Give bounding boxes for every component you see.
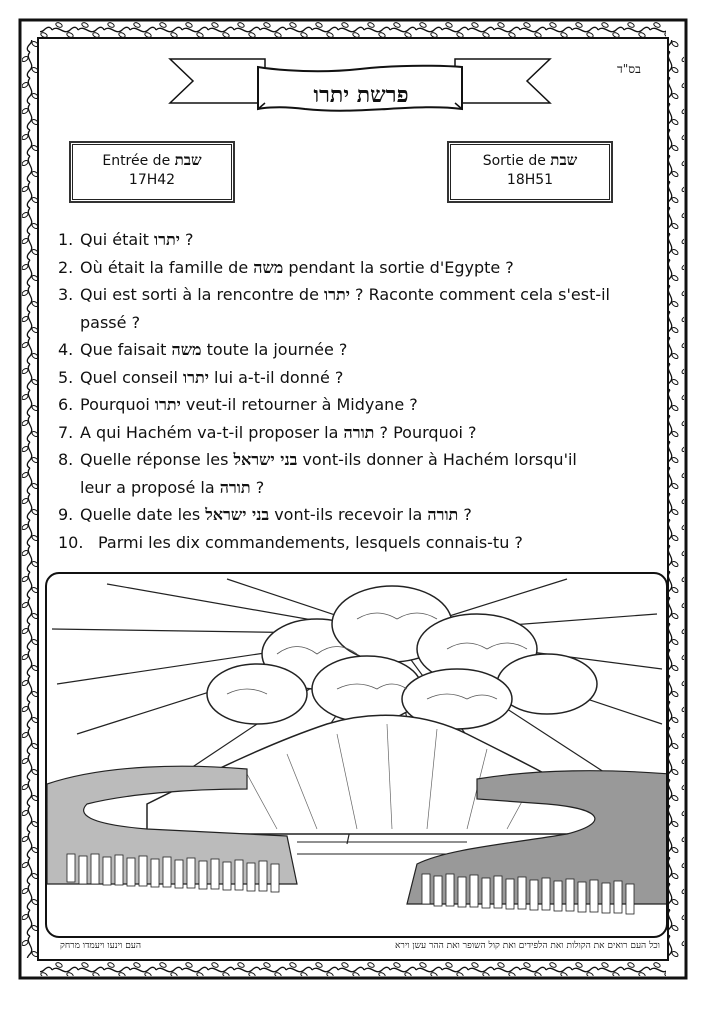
hebrew-term: יתרו bbox=[324, 285, 350, 304]
question-number: 6. bbox=[58, 395, 74, 414]
hebrew-term: יתרו bbox=[154, 395, 181, 414]
entry-shabbat: שבת bbox=[174, 151, 202, 169]
entry-label: Entrée de bbox=[102, 153, 171, 169]
question-text: ? Pourquoi ? bbox=[374, 422, 477, 442]
question-text: pendant la sortie d'Egypte ? bbox=[283, 257, 514, 277]
question-text: ? bbox=[458, 505, 472, 524]
question-text: vont-ils recevoir la bbox=[269, 505, 428, 524]
caption-left: העם וינעו ויעמדו מרחק bbox=[60, 941, 142, 951]
hebrew-term: בני ישראל bbox=[205, 505, 270, 524]
question-text: ? Raconte comment cela s'est-il bbox=[349, 285, 610, 304]
question-item bbox=[58, 226, 668, 254]
parasha-title: פרשת יתרו bbox=[313, 82, 409, 108]
question-text: Quelle date les bbox=[80, 505, 206, 524]
question-text: lui a-t-il donné ? bbox=[208, 367, 344, 387]
question-text: leur a proposé la bbox=[80, 477, 220, 497]
exit-time: 18H51 bbox=[506, 172, 554, 188]
hebrew-term: משה bbox=[171, 340, 202, 359]
entry-time: 17H42 bbox=[128, 172, 176, 188]
question-item bbox=[58, 419, 668, 447]
mount-sinai-drawing bbox=[47, 574, 668, 938]
exit-time-box bbox=[450, 144, 610, 200]
question-text: vont-ils donner à Hachém lorsqu'il bbox=[297, 450, 577, 469]
question-text: Parmi les dix commandements, lesquels connais-tu ? bbox=[98, 532, 523, 552]
hebrew-term: בני ישראל bbox=[233, 450, 298, 469]
question-number: 7. bbox=[58, 422, 74, 442]
hebrew-term: משה bbox=[253, 257, 284, 277]
hebrew-term: תורה bbox=[343, 422, 375, 442]
illustration-caption bbox=[60, 940, 660, 951]
question-continuation: passé ? bbox=[80, 312, 141, 332]
hebrew-term: יתרו bbox=[154, 230, 180, 249]
question-item bbox=[58, 336, 668, 364]
question-continuation bbox=[58, 474, 668, 502]
question-text: Pourquoi bbox=[80, 395, 155, 414]
question-item bbox=[58, 446, 668, 474]
question-text: Quel conseil bbox=[80, 367, 183, 387]
question-text: veut-il retourner à Midyane ? bbox=[180, 395, 418, 414]
exit-label: Sortie de bbox=[482, 153, 546, 169]
hebrew-term: תורה bbox=[427, 505, 459, 524]
question-number: 3. bbox=[58, 285, 74, 304]
question-item bbox=[58, 391, 668, 419]
caption-right: וכל העם רואים את הקולות ואת הלפידים ואת קול השופר ואת ההר עשן וירא bbox=[395, 941, 660, 951]
question-text: toute la journée ? bbox=[201, 340, 348, 359]
question-number: 9. bbox=[58, 505, 74, 524]
question-text: ? bbox=[179, 230, 194, 249]
question-item bbox=[58, 281, 668, 309]
question-item bbox=[58, 501, 668, 529]
question-text: Où était la famille de bbox=[80, 257, 254, 277]
question-item bbox=[58, 529, 668, 557]
question-list bbox=[58, 226, 668, 556]
question-number: 1. bbox=[58, 230, 74, 249]
question-text: Quelle réponse les bbox=[80, 450, 234, 469]
question-number: 4. bbox=[58, 340, 74, 359]
exit-shabbat: שבת bbox=[550, 151, 578, 169]
bsd-marking: בס"ד bbox=[617, 62, 641, 76]
question-number: 8. bbox=[58, 450, 74, 469]
question-text: ? bbox=[250, 477, 265, 497]
question-text: A qui Hachém va-t-il proposer la bbox=[80, 422, 344, 442]
question-item bbox=[58, 364, 668, 392]
hebrew-term: יתרו bbox=[183, 367, 209, 387]
question-number: 2. bbox=[58, 257, 74, 277]
question-text: Que faisait bbox=[80, 340, 172, 359]
question-text: Qui était bbox=[80, 230, 154, 249]
question-text: Qui est sorti à la rencontre de bbox=[80, 285, 324, 304]
question-number: 10. bbox=[58, 532, 84, 552]
question-number: 5. bbox=[58, 367, 74, 387]
mount-sinai-illustration bbox=[45, 572, 668, 938]
hebrew-term: תורה bbox=[219, 477, 251, 497]
entry-time-box bbox=[72, 144, 232, 200]
question-item bbox=[58, 254, 668, 282]
